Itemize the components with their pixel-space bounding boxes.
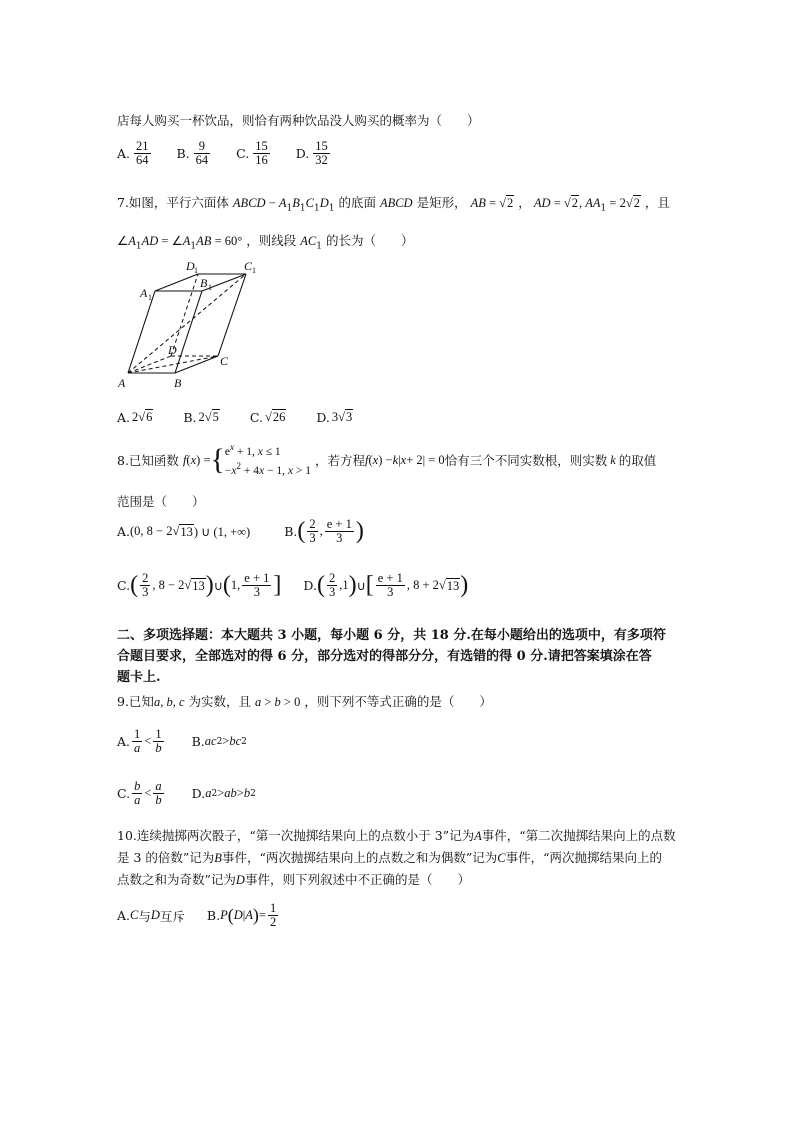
q8-option-c[interactable]: C. ( $\frac{2}{3}$ , 8 − 2√ 13 ) ∪ ( 1, $\frac{e + 1}{3}$ ] — [117, 571, 282, 600]
edge-ad-hidden — [128, 356, 171, 373]
q10-line3: 点数之和为奇数”记为D事件，则下列叙述中不正确的是（ ） — [117, 872, 470, 887]
q7-option-a[interactable]: A. 2 √ 6 — [117, 409, 153, 425]
q8-options-ab — [117, 518, 384, 545]
q9-options-cd — [117, 780, 276, 807]
q10-options — [117, 902, 300, 929]
label-a1: A — [140, 286, 148, 300]
q9-option-d[interactable]: D. a 2 > ab > b 2 — [191, 786, 256, 802]
q8-line1: 8.已知函数 f ( x ) = { $e^x + 1$, x ≤ 1 $-x^2 + 4x - 1$, x > 1 ，若方程 f ( x ) − k | x + 2| = 0 恰有三个不同实数根，则实数 k 的取值 — [117, 442, 657, 478]
q6-options — [117, 140, 352, 167]
q6-option-c[interactable]: C. $\frac{15}{16}$ — [236, 139, 268, 168]
q6-option-b[interactable]: B. $\frac{9}{64}$ — [176, 139, 209, 168]
q6-option-a[interactable]: A. $\frac{21}{64}$ — [117, 139, 149, 168]
section2-line2: 合题目要求，全部选对的得 6 分，部分选对的得部分分，有选错的得 0 分.请把答案填涂在答 — [117, 649, 652, 664]
q9-option-b[interactable]: B. ac 2 > bc 2 — [191, 734, 247, 750]
q8-options-cd — [117, 572, 488, 599]
label-c1: C — [244, 259, 253, 273]
q10-line1: 10.连续抛掷两次骰子，“第一次抛掷结果向上的点数小于 3”记为A事件，“第二次抛掷结果向上的点数 — [117, 828, 676, 843]
q10-line2: 是 3 的倍数”记为B事件，“两次抛掷结果向上的点数之和为偶数”记为C事件，“两次抛掷结果向上的 — [117, 850, 662, 865]
label-d1: D — [186, 259, 195, 273]
q7-option-c[interactable]: C. √ 26 — [249, 409, 286, 425]
q8-line2: 范围是（ ） — [117, 494, 205, 509]
q10-option-a[interactable]: A. C 与 D 互斥 — [117, 908, 185, 924]
q7-line1: 7.如图，平行六面体 ABCD − $A_1B_1C_1D_1$ 的底面 ABCD 是矩形， AB = √2 ， AD = √2, $AA_1 = 2√2$ ，且 — [117, 195, 670, 214]
q8-option-a[interactable]: A. (0, 8 − 2√ 13 ) ∪ (1, +∞) — [117, 524, 251, 540]
label-b: B — [174, 376, 182, 390]
q9-option-c[interactable]: C. $\frac{b}{a}$ < $\frac{a}{b}$ — [117, 779, 162, 808]
q9-option-a[interactable]: A. $\frac{1}{a}$ < $\frac{1}{b}$ — [117, 727, 162, 756]
q7-line2: $\angle A_1AD$ = $\angle A_1AB = 60^\circ$ ，则线段 $AC_1$ 的长为（ ） — [117, 233, 414, 252]
diagonal-ac — [128, 356, 218, 373]
parallelepiped-figure — [110, 255, 270, 393]
svg-text:1: 1 — [252, 266, 256, 275]
edge-bc — [175, 356, 218, 373]
q7-options — [117, 409, 373, 425]
q7-option-d[interactable]: D. 3 √ 3 — [316, 409, 353, 425]
label-c: C — [220, 354, 229, 368]
section2-line3: 题卡上. — [117, 670, 161, 685]
section2-line1: 二、多项选择题：本大题共 3 小题，每小题 6 分，共 18 分.在每小题给出的选项中，有多项符 — [117, 628, 666, 643]
q9-stem: 9.已知a, b, c 为实数，且 a > b > 0 ，则下列不等式正确的是（ ） — [117, 694, 492, 709]
svg-text:1: 1 — [148, 293, 152, 302]
label-d: D — [168, 343, 177, 357]
edge-a1d1 — [155, 274, 198, 291]
q6-option-d[interactable]: D. $\frac{15}{32}$ — [295, 139, 328, 168]
q7-option-b[interactable]: B. 2 √ 5 — [183, 409, 219, 425]
label-a: A — [118, 376, 126, 390]
svg-text:1: 1 — [194, 266, 198, 275]
edge-bb1 — [175, 291, 202, 373]
q9-options-ab — [117, 728, 267, 755]
edge-aa1 — [128, 291, 155, 373]
label-b1: B — [200, 276, 208, 290]
q8-option-b[interactable]: B. ( $\frac{2}{3}$ , $\frac{e + 1}{3}$ ) — [284, 517, 364, 546]
q8-option-d[interactable]: D. ( $\frac{2}{3}$ ,1 ) ∪ [ $\frac{e + 1}{3}$ , 8 + 2√ 13 ) — [303, 571, 469, 600]
q10-option-b[interactable]: B. P ( D | A ) = $\frac{1}{2}$ — [206, 901, 277, 930]
svg-text:1: 1 — [208, 283, 212, 292]
q6-stem: 店每人购买一杯饮品，则恰有两种饮品没人购买的概率为（ ） — [117, 113, 480, 128]
